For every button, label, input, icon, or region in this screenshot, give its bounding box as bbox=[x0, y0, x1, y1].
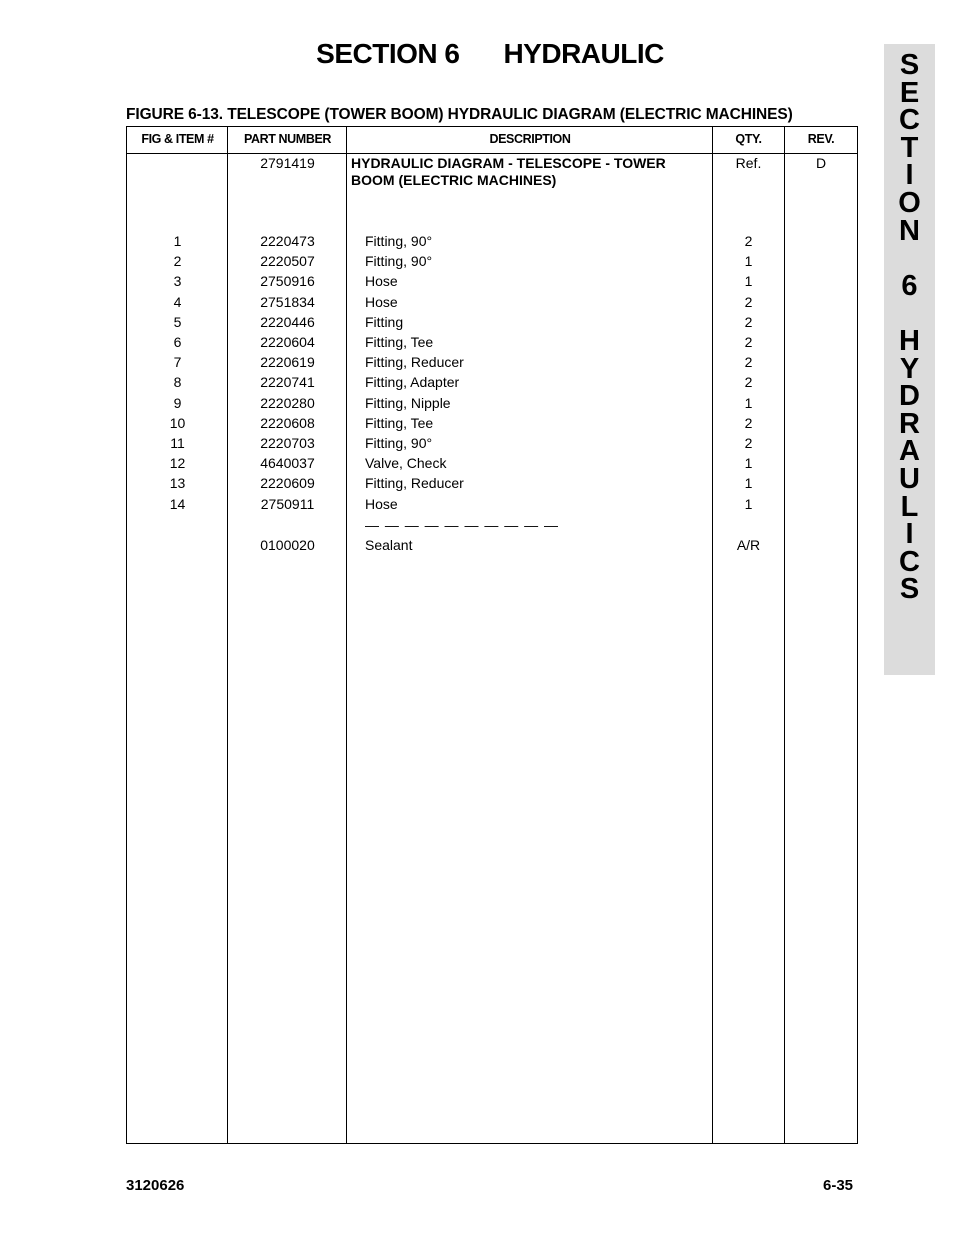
column-divider bbox=[784, 127, 785, 1143]
page-number: 6-35 bbox=[823, 1177, 854, 1194]
row-part-number: 2220608 bbox=[260, 414, 315, 431]
side-tab-letter: C bbox=[899, 104, 920, 137]
assembly-description-line: HYDRAULIC DIAGRAM - TELESCOPE - TOWER bbox=[351, 155, 666, 171]
side-tab-letter: C bbox=[899, 545, 920, 578]
row-item-number: 6 bbox=[173, 334, 182, 350]
row-part-number: 2750911 bbox=[260, 495, 315, 512]
col-header-item: FIG & ITEM # bbox=[141, 132, 214, 146]
row-item-number: 8 bbox=[173, 374, 182, 391]
row-qty: 1 bbox=[744, 253, 753, 270]
side-tab-letter: E bbox=[899, 76, 920, 109]
row-qty: 2 bbox=[744, 435, 753, 451]
side-tab-letters bbox=[884, 49, 935, 606]
assembly-rev: D bbox=[815, 155, 827, 171]
row-qty: 2 bbox=[744, 414, 753, 431]
side-tab-letter: R bbox=[899, 407, 920, 440]
row-qty: 1 bbox=[744, 495, 753, 512]
extra-part-number: 0100020 bbox=[260, 537, 315, 553]
side-tab-letter: L bbox=[900, 490, 919, 523]
side-tab-letter: A bbox=[899, 435, 920, 468]
row-part-number: 2220703 bbox=[260, 435, 315, 451]
section-name: HYDRAULIC bbox=[503, 38, 664, 69]
row-part-number: 2220473 bbox=[260, 233, 315, 249]
row-part-number: 2220609 bbox=[260, 475, 315, 492]
parts-table bbox=[126, 126, 858, 1144]
side-tab-letter: T bbox=[900, 131, 919, 164]
row-qty: 2 bbox=[744, 293, 753, 310]
row-qty: 1 bbox=[744, 455, 753, 472]
row-part-number: 2751834 bbox=[260, 293, 315, 310]
row-part-number: 2220619 bbox=[260, 354, 315, 371]
row-description: Hose bbox=[365, 293, 398, 310]
row-qty: 2 bbox=[744, 233, 753, 249]
row-part-number: 2750916 bbox=[260, 273, 315, 290]
assembly-part-number: 2791419 bbox=[260, 155, 315, 171]
extra-description: Sealant bbox=[365, 537, 413, 553]
side-tab-letter: S bbox=[899, 573, 920, 606]
assembly-description bbox=[351, 155, 666, 189]
row-item-number: 3 bbox=[173, 273, 182, 290]
row-description: Fitting, 90° bbox=[365, 435, 433, 451]
row-description: Fitting, Tee bbox=[365, 414, 434, 431]
separator-dashes: — — — — — — — — — — bbox=[365, 517, 560, 533]
row-part-number: 2220446 bbox=[260, 313, 315, 330]
row-description: Fitting, 90° bbox=[365, 233, 433, 249]
row-part-number: 4640037 bbox=[260, 455, 315, 472]
extra-qty: A/R bbox=[736, 537, 761, 553]
row-description: Fitting, Nipple bbox=[365, 394, 451, 411]
side-tab-letter: N bbox=[899, 214, 920, 247]
row-qty: 1 bbox=[744, 475, 753, 492]
row-part-number: 2220741 bbox=[260, 374, 315, 391]
row-qty: 2 bbox=[744, 313, 753, 330]
side-tab-letter: I bbox=[905, 518, 914, 551]
side-tab-letter: I bbox=[905, 159, 914, 192]
row-description: Fitting bbox=[365, 313, 404, 330]
row-description: Hose bbox=[365, 495, 398, 512]
row-item-number: 13 bbox=[169, 475, 186, 492]
row-qty: 2 bbox=[744, 334, 753, 350]
row-description: Fitting, Reducer bbox=[365, 354, 464, 371]
row-qty: 1 bbox=[744, 394, 753, 411]
row-item-number: 9 bbox=[173, 394, 182, 411]
side-tab-letter: Y bbox=[899, 352, 920, 385]
col-header-part: PART NUMBER bbox=[243, 132, 332, 146]
side-tab-letter: O bbox=[898, 186, 921, 219]
row-qty: 1 bbox=[744, 273, 753, 290]
table-header bbox=[127, 127, 857, 154]
row-part-number: 2220604 bbox=[260, 334, 315, 350]
row-qty: 2 bbox=[744, 374, 753, 391]
row-qty: 2 bbox=[744, 354, 753, 371]
row-description: Hose bbox=[365, 273, 398, 290]
row-item-number: 5 bbox=[173, 313, 182, 330]
assembly-description-line: BOOM (ELECTRIC MACHINES) bbox=[351, 172, 557, 188]
row-item-number: 4 bbox=[173, 293, 182, 310]
side-tab-letter: H bbox=[899, 324, 920, 357]
side-tab-letter: 6 bbox=[901, 269, 918, 302]
figure-title: FIGURE 6-13. TELESCOPE (TOWER BOOM) HYDRAULIC DIAGRAM (ELECTRIC MACHINES) bbox=[126, 106, 793, 123]
row-item-number: 2 bbox=[173, 253, 182, 270]
row-item-number: 7 bbox=[173, 354, 182, 371]
side-tab-letter: D bbox=[899, 380, 920, 413]
col-header-rev: REV. bbox=[807, 132, 835, 146]
row-description: Fitting, Tee bbox=[365, 334, 434, 350]
row-item-number: 11 bbox=[170, 435, 185, 451]
side-tab-letter: S bbox=[899, 49, 920, 81]
section-side-tab bbox=[884, 44, 935, 675]
row-item-number: 14 bbox=[169, 495, 186, 512]
row-description: Fitting, Reducer bbox=[365, 475, 464, 492]
row-item-number: 12 bbox=[169, 455, 186, 472]
assembly-qty: Ref. bbox=[735, 155, 762, 171]
row-description: Fitting, Adapter bbox=[365, 374, 460, 391]
row-part-number: 2220507 bbox=[260, 253, 315, 270]
page-title bbox=[0, 38, 954, 70]
row-part-number: 2220280 bbox=[260, 394, 315, 411]
col-header-qty: QTY. bbox=[735, 132, 762, 146]
row-item-number: 10 bbox=[169, 414, 186, 431]
row-description: Fitting, 90° bbox=[365, 253, 433, 270]
row-item-number: 1 bbox=[173, 233, 182, 249]
col-header-description: DESCRIPTION bbox=[489, 132, 571, 146]
doc-number: 3120626 bbox=[126, 1177, 185, 1194]
side-tab-letter: U bbox=[899, 462, 920, 495]
row-description: Valve, Check bbox=[365, 455, 447, 472]
section-number: SECTION 6 bbox=[316, 38, 460, 69]
